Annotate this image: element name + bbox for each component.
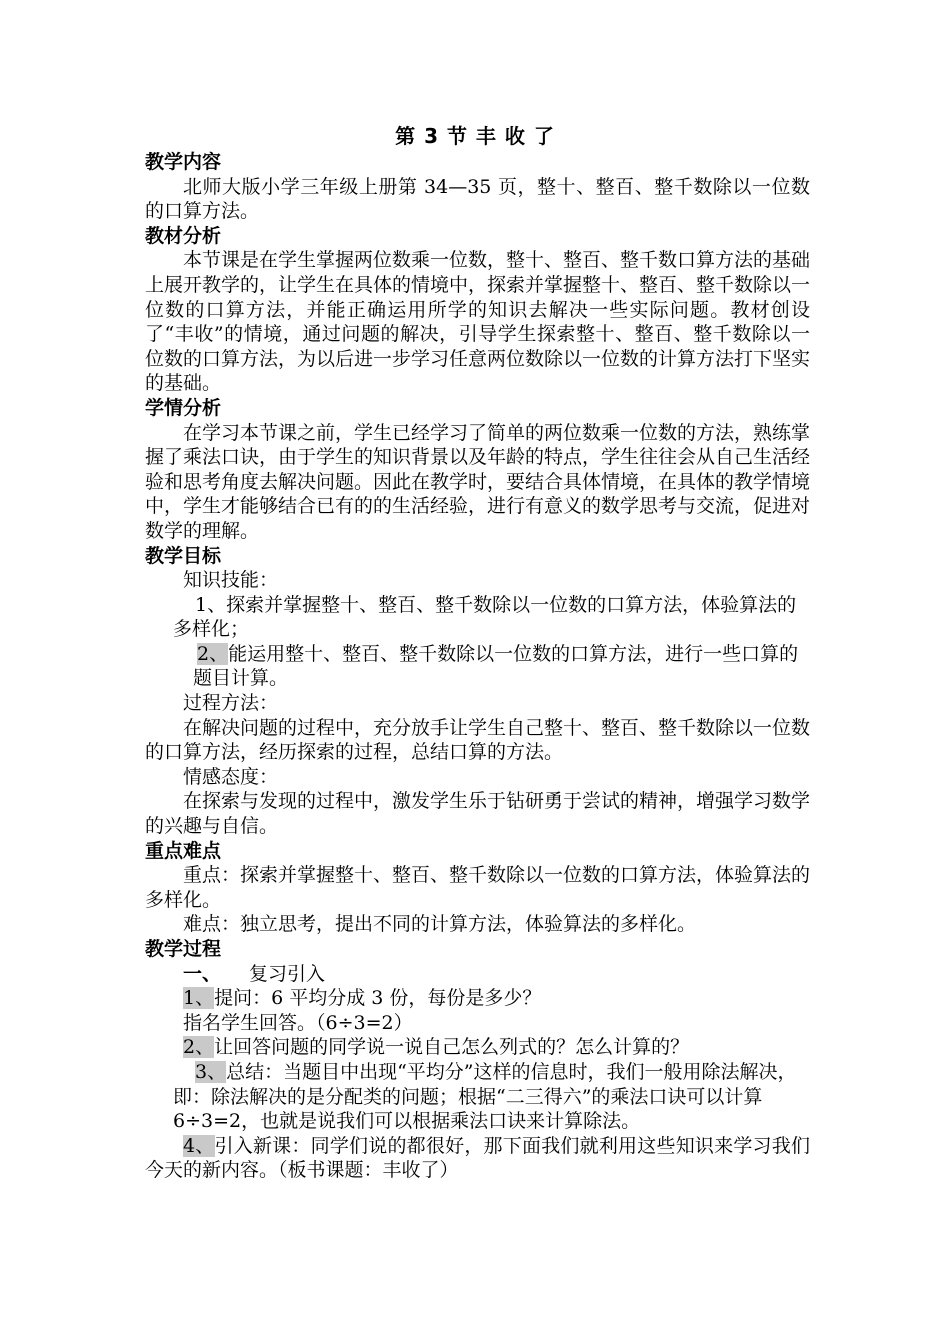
step-2-text: 让回答问题的同学说一说自己怎么列式的？怎么计算的？ (214, 1036, 690, 1059)
step-3 (145, 1060, 810, 1134)
goal-item-1-num: 1、 (195, 593, 227, 616)
document-body (145, 150, 810, 1183)
paragraph-content: 北师大版小学三年级上册第 34—35 页，整十、整百、整千数除以一位数的口算方法。 (145, 175, 810, 223)
paragraph-emotion: 在探索与发现的过程中，激发学生乐于钻研勇于尝试的精神，增强学习数学的兴趣与自信。 (145, 790, 811, 838)
label-emotion: 情感态度： (183, 765, 279, 788)
part-1-mark: 一、 (183, 962, 222, 985)
step-2-num: 2、 (183, 1036, 215, 1059)
goal-item-2 (145, 642, 810, 691)
step-3-num: 3、 (195, 1060, 227, 1083)
document-title: 第 3 节 丰 收 了 (395, 124, 555, 148)
heading-learner: 学情分析 (145, 396, 222, 419)
part-1-title: 复习引入 (249, 962, 326, 985)
heading-goals: 教学目标 (145, 544, 222, 567)
step-1 (145, 986, 810, 1011)
label-process: 过程方法： (183, 692, 279, 715)
step-1-answer: 指名学生回答。（6÷3=2） (183, 1011, 413, 1034)
step-4-text: 引入新课：同学们说的都很好，那下面我们就利用这些知识来学习我们今天的新内容。（板书课题：丰收了） (145, 1134, 810, 1182)
goal-item-1-text: 探索并掌握整十、整百、整千数除以一位数的口算方法，体验算法的多样化； (173, 593, 797, 641)
step-2 (145, 1035, 810, 1060)
heading-content: 教学内容 (145, 151, 222, 173)
goal-item-2-text: 能运用整十、整百、整千数除以一位数的口算方法，进行一些口算的题目计算。 (193, 642, 799, 690)
label-knowledge: 知识技能： (183, 569, 279, 592)
step-1-num: 1、 (183, 987, 215, 1010)
part-1-heading (145, 962, 810, 987)
step-4 (145, 1134, 810, 1183)
paragraph-hard: 难点：独立思考，提出不同的计算方法，体验算法的多样化。 (183, 913, 697, 936)
heading-material: 教材分析 (145, 224, 222, 247)
paragraph-learner: 在学习本节课之前，学生已经学习了简单的两位数乘一位数的方法，熟练掌握了乘法口诀，由于学生的知识背景以及年龄的特点，学生往往会从自己生活经验和思考角度去解决问题。因此在教学时，要结合具体情境，在具体的教学情境中，学生才能够结合已有的的生活经验，进行有意义的数学思考与交流，促进对数学的理解。 (145, 421, 811, 542)
step-4-num: 4、 (183, 1134, 215, 1157)
heading-process: 教学过程 (145, 938, 222, 960)
paragraph-key: 重点：探索并掌握整十、整百、整千数除以一位数的口算方法，体验算法的多样化。 (145, 864, 811, 911)
paragraph-process: 在解决问题的过程中，充分放手让学生自己整十、整百、整千数除以一位数的口算方法，经历探索的过程，总结口算的方法。 (145, 716, 811, 764)
goal-item-1 (145, 593, 810, 642)
step-1-text: 提问：6 平均分成 3 份，每份是多少？ (214, 987, 542, 1010)
goal-item-2-num: 2、 (197, 642, 229, 665)
heading-keypoints: 重点难点 (145, 839, 222, 862)
paragraph-material: 本节课是在学生掌握两位数乘一位数，整十、整百、整千数口算方法的基础上展开教学的，让学生在具体的情境中，探索并掌握整十、整百、整千数除以一位数的口算方法，并能正确运用所学的知识去解决一些实际问题。教材创设了“丰收”的情境，通过问题的解决，引导学生探索整十、整百、整千数除以一位数的口算方法，为以后进一步学习任意两位数除以一位数的计算方法打下坚实的基础。 (145, 249, 811, 395)
step-3-text: 总结：当题目中出现“平均分”这样的信息时，我们一般用除法解决，即：除法解决的是分配类的问题；根据“二三得六”的乘法口诀可以计算 6÷3=2，也就是说我们可以根据乘法口诀来计算除法。 (173, 1060, 797, 1133)
